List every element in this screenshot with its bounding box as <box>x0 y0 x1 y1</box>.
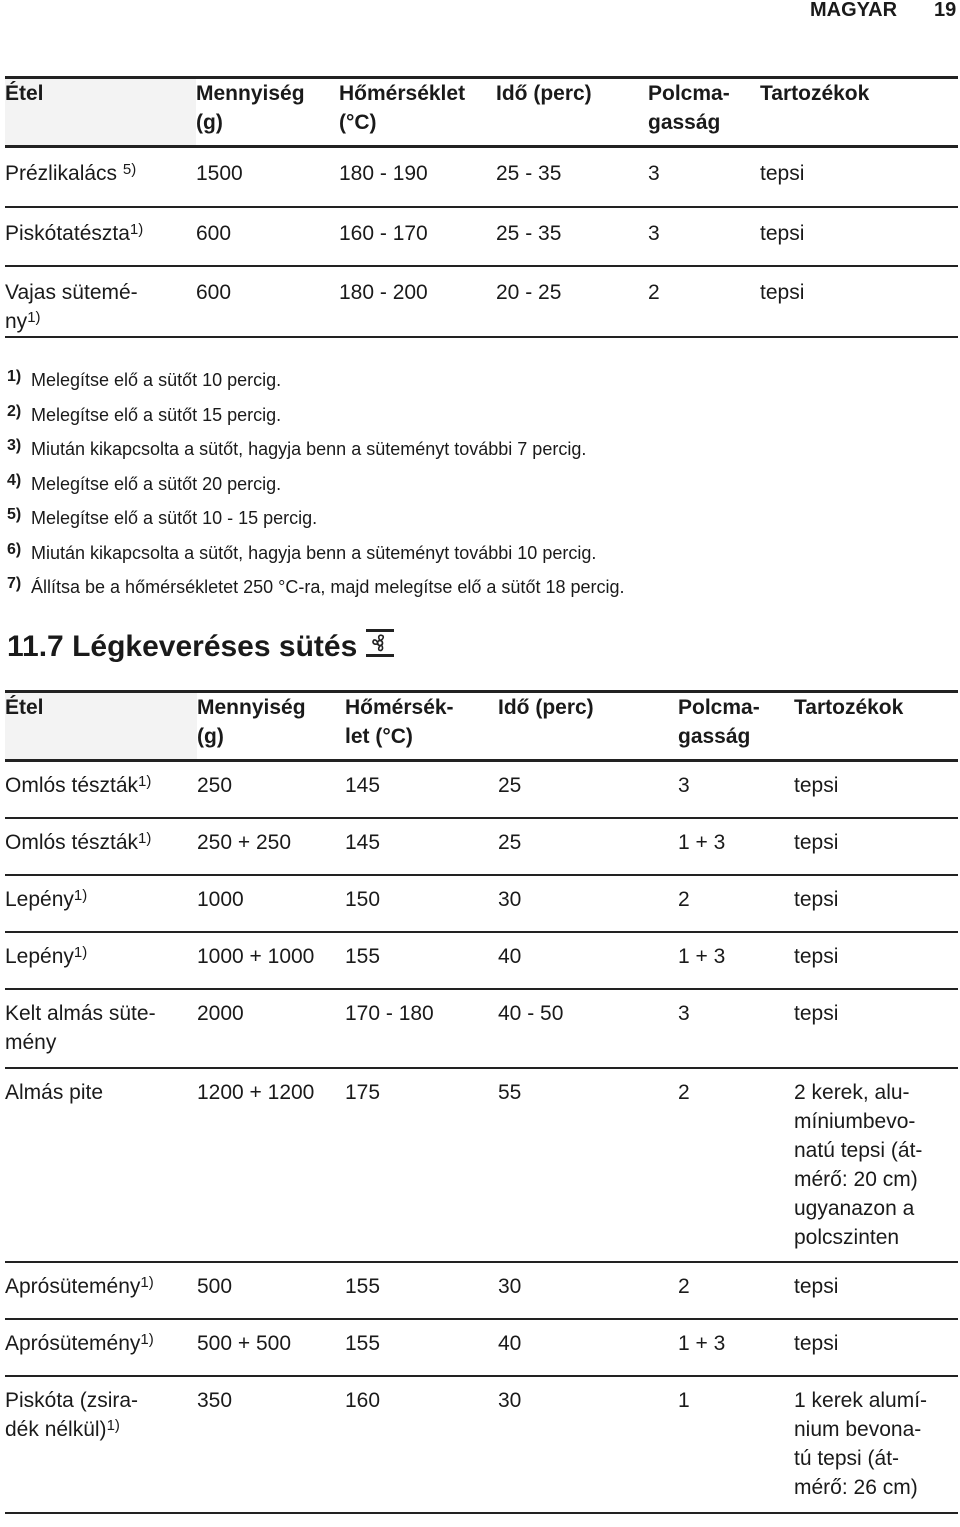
temperature-cell: 150 <box>345 875 498 932</box>
baking-table-1 <box>5 76 958 338</box>
column-header: Idő (perc) <box>496 78 648 147</box>
section-heading <box>7 628 395 664</box>
table-row <box>5 266 958 337</box>
accessory-cell: tepsi <box>794 818 958 875</box>
footnotes <box>7 364 625 606</box>
column-header: Mennyiség (g) <box>197 692 345 761</box>
footnote: 6) Miután kikapcsolta a sütőt, hagyja benn a süteményt további 10 percig. <box>7 540 597 563</box>
table-row <box>5 1376 958 1513</box>
accessory-cell: tepsi <box>760 147 958 208</box>
quantity-cell: 1200 + 1200 <box>197 1068 345 1262</box>
table-row <box>5 147 958 208</box>
food-cell: Omlós tészták$^{1)}$ <box>5 761 197 819</box>
temperature-cell: 155 <box>345 932 498 989</box>
table-row <box>5 207 958 266</box>
food-cell: Piskótatészta$^{1)}$ <box>5 207 196 266</box>
temperature-cell: 155 <box>345 1319 498 1376</box>
accessory-cell: tepsi <box>760 266 958 337</box>
food-cell: Kelt almás süte- mény <box>5 989 197 1068</box>
footnote: 5) Melegítse elő a sütőt 10 - 15 percig. <box>7 506 318 528</box>
shelf-cell: 3 <box>648 207 760 266</box>
table-row <box>5 875 958 932</box>
temperature-cell: 155 <box>345 1262 498 1319</box>
food-cell: Prézlikalács $^{5)}$ <box>5 147 196 208</box>
temperature-cell: 145 <box>345 761 498 819</box>
quantity-cell: 250 + 250 <box>197 818 345 875</box>
table-row <box>5 1262 958 1319</box>
column-header: Hőmérsék- let (°C) <box>345 692 498 761</box>
time-cell: 40 <box>498 1319 678 1376</box>
temperature-cell: 145 <box>345 818 498 875</box>
table-header-row <box>5 692 958 761</box>
quantity-cell: 600 <box>196 207 339 266</box>
quantity-cell: 600 <box>196 266 339 337</box>
column-header: Étel <box>5 78 196 147</box>
table-row <box>5 932 958 989</box>
quantity-cell: 500 <box>197 1262 345 1319</box>
time-cell: 20 - 25 <box>496 266 648 337</box>
shelf-cell: 3 <box>648 147 760 208</box>
time-cell: 25 <box>498 818 678 875</box>
time-cell: 55 <box>498 1068 678 1262</box>
shelf-cell: 1 + 3 <box>678 1319 794 1376</box>
food-cell: Piskóta (zsira- dék nélkül)$^{1)}$ <box>5 1376 197 1513</box>
page-header <box>0 0 960 30</box>
accessory-cell: tepsi <box>794 932 958 989</box>
table-row <box>5 818 958 875</box>
column-header: Polcma- gasság <box>678 692 794 761</box>
shelf-cell: 2 <box>678 1068 794 1262</box>
column-header: Hőmérséklet (°C) <box>339 78 496 147</box>
time-cell: 25 - 35 <box>496 147 648 208</box>
section-title: 11.7 Légkeveréses sütés <box>7 630 358 663</box>
food-cell: Lepény$^{1)}$ <box>5 932 197 989</box>
shelf-cell: 3 <box>678 989 794 1068</box>
accessory-cell: tepsi <box>794 1262 958 1319</box>
time-cell: 40 - 50 <box>498 989 678 1068</box>
accessory-cell: tepsi <box>794 875 958 932</box>
accessory-cell: tepsi <box>794 761 958 819</box>
temperature-cell: 160 - 170 <box>339 207 496 266</box>
quantity-cell: 1500 <box>196 147 339 208</box>
temperature-cell: 175 <box>345 1068 498 1262</box>
time-cell: 25 <box>498 761 678 819</box>
table-header-row <box>5 78 958 147</box>
temperature-cell: 170 - 180 <box>345 989 498 1068</box>
column-header: Polcma- gasság <box>648 78 760 147</box>
fan-heating-icon <box>365 628 395 658</box>
accessory-cell: tepsi <box>760 207 958 266</box>
table-row <box>5 1068 958 1262</box>
food-cell: Omlós tészták$^{1)}$ <box>5 818 197 875</box>
time-cell: 30 <box>498 1262 678 1319</box>
page-number: 19 <box>934 0 957 21</box>
footnote: 2) Melegítse elő a sütőt 15 percig. <box>7 402 282 425</box>
accessory-cell: 2 kerek, alu- míniumbevo- natú tepsi (át- mérő: 20 cm) ugyanazon a polcszinten <box>794 1068 958 1262</box>
accessory-cell: tepsi <box>794 1319 958 1376</box>
footnote: 7) Állítsa be a hőmérsékletet 250 °C-ra, majd melegítse elő a sütőt 18 percig. <box>7 575 625 597</box>
time-cell: 40 <box>498 932 678 989</box>
time-cell: 30 <box>498 1376 678 1513</box>
quantity-cell: 350 <box>197 1376 345 1513</box>
table-row <box>5 761 958 819</box>
shelf-cell: 2 <box>678 875 794 932</box>
time-cell: 25 - 35 <box>496 207 648 266</box>
table-row <box>5 989 958 1068</box>
shelf-cell: 2 <box>678 1262 794 1319</box>
food-cell: Vajas sütemé- $ny^{1)}$ <box>5 266 196 337</box>
column-header: Mennyiség (g) <box>196 78 339 147</box>
temperature-cell: 180 - 190 <box>339 147 496 208</box>
table-row <box>5 1319 958 1376</box>
footnote: 4) Melegítse elő a sütőt 20 percig. <box>7 471 282 494</box>
shelf-cell: 1 + 3 <box>678 818 794 875</box>
food-cell: Lepény$^{1)}$ <box>5 875 197 932</box>
column-header: Tartozékok <box>794 692 958 761</box>
food-cell: Almás pite <box>5 1068 197 1262</box>
shelf-cell: 1 + 3 <box>678 932 794 989</box>
quantity-cell: 500 + 500 <box>197 1319 345 1376</box>
quantity-cell: 250 <box>197 761 345 819</box>
temperature-cell: 180 - 200 <box>339 266 496 337</box>
shelf-cell: 3 <box>678 761 794 819</box>
accessory-cell: tepsi <box>794 989 958 1068</box>
accessory-cell: 1 kerek alumí- nium bevona- tú tepsi (át- mérő: 26 cm) <box>794 1376 958 1513</box>
footnote: 3) Miután kikapcsolta a sütőt, hagyja benn a süteményt további 7 percig. <box>7 437 587 459</box>
column-header: Idő (perc) <box>498 692 678 761</box>
quantity-cell: 1000 <box>197 875 345 932</box>
column-header: Tartozékok <box>760 78 958 147</box>
footnote: 1) Melegítse elő a sütőt 10 percig. <box>7 368 282 390</box>
column-header: Étel <box>5 692 197 761</box>
temperature-cell: 160 <box>345 1376 498 1513</box>
food-cell: Aprósütemény$^{1)}$ <box>5 1319 197 1376</box>
food-cell: Aprósütemény$^{1)}$ <box>5 1262 197 1319</box>
quantity-cell: 1000 + 1000 <box>197 932 345 989</box>
shelf-cell: 1 <box>678 1376 794 1513</box>
quantity-cell: 2000 <box>197 989 345 1068</box>
fan-baking-table <box>5 690 958 1514</box>
shelf-cell: 2 <box>648 266 760 337</box>
language-label: MAGYAR <box>810 0 898 21</box>
time-cell: 30 <box>498 875 678 932</box>
